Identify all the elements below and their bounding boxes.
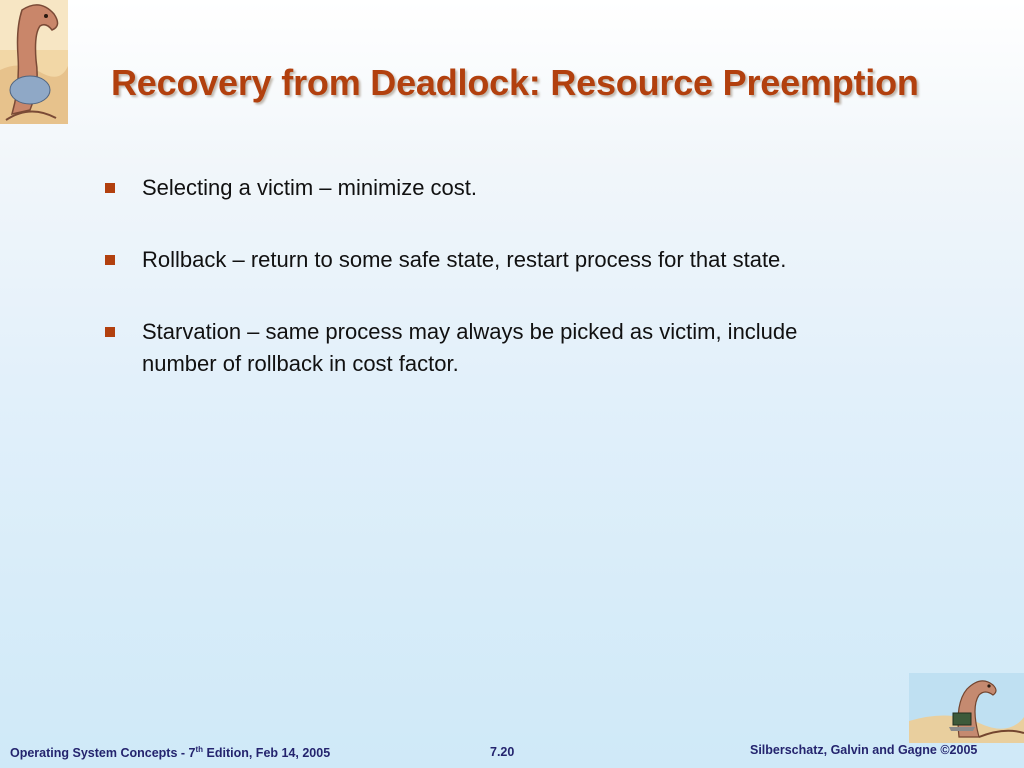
bullet-item <box>104 316 842 380</box>
square-bullet-icon <box>105 183 115 193</box>
slide-title: Recovery from Deadlock: Resource Preemption <box>111 62 919 104</box>
bullet-text: Selecting a victim – minimize cost. <box>142 175 477 200</box>
dinosaur-logo-icon <box>0 0 68 124</box>
bullet-item <box>104 244 924 276</box>
dinosaur-with-laptop-logo-icon <box>909 673 1024 743</box>
square-bullet-icon <box>105 327 115 337</box>
footer-page-number: 7.20 <box>490 745 515 759</box>
bullet-list <box>104 172 924 420</box>
bullet-text: Starvation – same process may always be picked as victim, include number of rollback in cost factor. <box>142 319 798 376</box>
footer-course-title: Operating System Concepts - 7th Edition, Feb 14, 2005 <box>10 745 331 761</box>
square-bullet-icon <box>105 255 115 265</box>
footer-copyright: Silberschatz, Galvin and Gagne ©2005 <box>750 743 978 757</box>
bullet-item <box>104 172 924 204</box>
bullet-text: Rollback – return to some safe state, restart process for that state. <box>142 247 787 272</box>
